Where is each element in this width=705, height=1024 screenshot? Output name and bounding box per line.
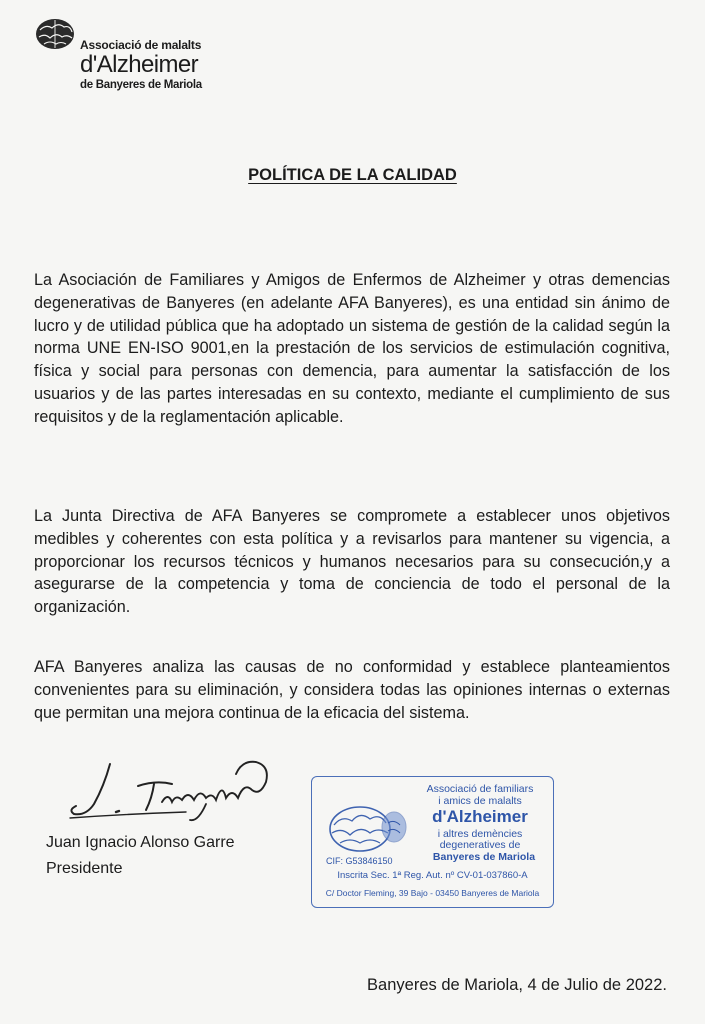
document-title: POLÍTICA DE LA CALIDAD	[248, 166, 457, 184]
signatory-role: Presidente	[46, 860, 123, 877]
stamp-line6: Banyeres de Mariola	[432, 851, 536, 863]
association-logo	[34, 14, 234, 94]
brain-icon	[34, 16, 76, 52]
stamp-line4: i altres demències	[437, 828, 523, 840]
document-date: Banyeres de Mariola, 4 de Julio de 2022.	[367, 976, 667, 994]
signatory-name: Juan Ignacio Alonso Garre	[46, 834, 235, 851]
paragraph-2: La Junta Directiva de AFA Banyeres se compromete a establecer unos objetivos medibles y coherentes con esta política y a revisarlos para mantener su vigencia, a proporcionar los recursos técnicos y humanos necesarios para su consecución,y a asegurarse de la competencia y toma de conciencia de todo el personal de la organización.	[34, 507, 670, 617]
handwritten-signature	[66, 742, 276, 824]
stamp-address: C/ Doctor Fleming, 39 Bajo - 03450 Banyeres de Mariola	[325, 888, 540, 898]
paragraph-3: AFA Banyeres analiza las causas de no conformidad y establece planteamientos convenientes para su eliminación, y considera todas las opiniones internas o externas que permitan una mejora continua de la eficacia del sistema.	[34, 658, 670, 722]
stamp-line5: degeneratives de	[439, 839, 521, 851]
stamp-cif: CIF: G53846150	[326, 856, 393, 866]
stamp-line3: d'Alzheimer	[432, 807, 528, 826]
logo-text-line2: d'Alzheimer	[80, 51, 199, 78]
logo-text-line1: Associació de malalts	[80, 38, 202, 52]
stamp-registry: Inscrita Sec. 1ª Reg. Aut. nº CV-01-037860-A	[337, 870, 528, 881]
paragraph-1: La Asociación de Familiares y Amigos de Enfermos de Alzheimer y otras demencias degenerativas de Banyeres (en adelante AFA Banyeres), es una entidad sin ánimo de lucro y de utilidad pública que ha adoptado un sistema de gestión de la calidad según la norma UNE EN-ISO 9001,en la prestación de los servicios de estimulación cognitiva, física y social para personas con demencia, para aumentar la satisfacción de los usuarios y de las partes interesadas en su contexto, mediante el cumplimiento de sus requisitos y de la reglamentación aplicable.	[34, 271, 670, 426]
logo-text-line3: de Banyeres de Mariola	[80, 79, 202, 91]
stamp-brain-icon	[320, 799, 412, 861]
association-stamp	[311, 776, 554, 908]
stamp-line1: Associació de familiars	[426, 783, 534, 795]
stamp-line2: i amics de malalts	[438, 795, 522, 807]
